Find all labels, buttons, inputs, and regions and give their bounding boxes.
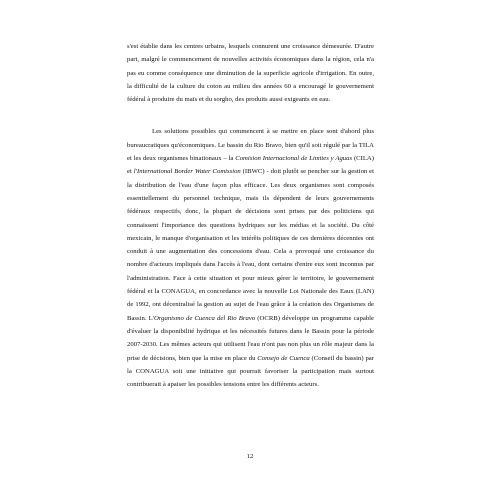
cila-name-italic: Comision Internacional de Limites y Aguas — [235, 155, 353, 163]
paragraph-2-text-5: (Conseil du bassin) par la CONAGUA soit une initiative qui pourrait favoriser la participation mais surtout contribuerait à apaiser les possibles tensions entre les différents acteurs. — [127, 354, 374, 389]
page-number: 12 — [246, 453, 254, 460]
paragraph-2-text-4: (OCRB) développe un programme capable d'évaluer la disponibilité hydrique et les nécessités futures dans le Bassin pour la période 2007-2030. Les mêmes acteurs qui utilisent l'eau n'ont pas non plus un rôle majeur dans la prise de décisions, bien que la mise en place du — [127, 314, 374, 362]
paragraph-1: s'est établie dans les centres urbains, lesquels connurent une croissance démesurée. D'autre part, malgré le commencement de nouvelles activités économiques dans la région, cela n'a pas eu comme conséquence une diminution de la superficie agricole d'irrigation. En outre, la difficulté de la culture du coton au milieu des années 60 a encouragé le gouvernement fédéral à produire du maïs et du sorgho, des produits aussi exigeants en eau. — [127, 43, 374, 104]
paragraph-2 — [127, 125, 374, 391]
consejo-name-italic: Consejo de Cuenca — [257, 354, 310, 362]
ibwc-name-italic: l'International Border Water Comission — [133, 168, 241, 176]
paragraph-2-text-1: Les solutions possibles qui commencent à se mettre en place sont d'abord plus bureaucratiques qu'économiques. Le bassin du Rio Bravo, bien qu'il soit régulé par la TILA et les deux organismes binationaux – la — [127, 128, 374, 163]
ocrb-name-italic: Organismo de Cuenca del Rio Bravo — [153, 314, 256, 322]
paragraph-2-text-2: (CILA) et — [127, 155, 374, 176]
paragraph-2-text-3: (IBWC) - doit plutôt se pencher sur la gestion et la distribution de l'eau d'une façon plus efficace. Les deux organismes sont composés essentiellement du personnel technique, mais ils dépendent de leurs gouvernements fédéraux respectifs, donc, la plupart de décisions sont prises par des politiciens qui connaissent l'importance des questions hydriques sur les médias et la société. Du côté mexicain, le manque d'organisation et les intérêts politiques de ces dernières décennies ont conduit à une augmentation des concessions d'eau. Cela a provoqué une croissance du nombre d'acteurs impliqués dans l'accès à l'eau, dont certains d'entre eux sont inconnus par l'administration. Face à cette situation et pour mieux gérer le territoire, le gouvernement fédéral et la CONAGUA, en concordance avec la nouvelle Loi Nationale des Eaux (LAN) de 1992, ont décentralisé la gestion au sujet de l'eau grâce à la création des Organismes de Bassin. L' — [127, 168, 375, 322]
text-block — [127, 40, 374, 391]
